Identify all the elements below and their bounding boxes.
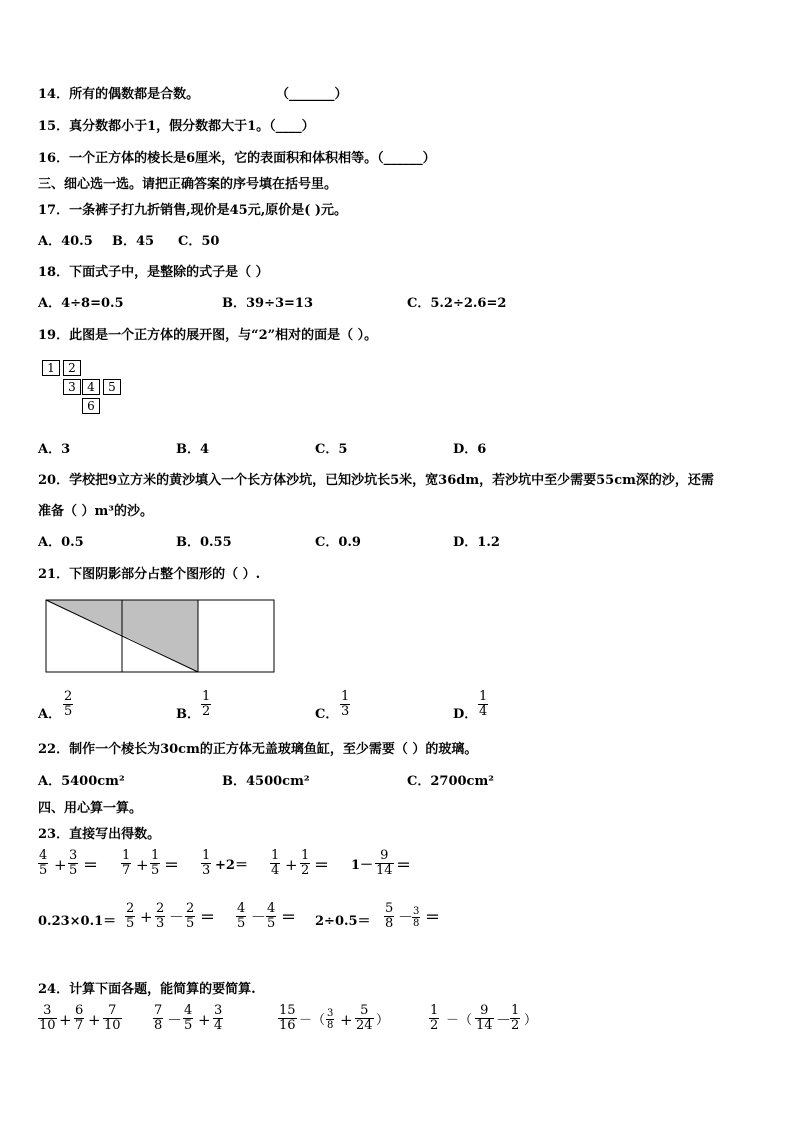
equals-sign: ＝	[425, 908, 441, 926]
equals-sign: ＝	[314, 856, 330, 874]
question-20-line2: 准备（ ）m³的沙。	[38, 504, 153, 519]
q24-e1-frac-c: 7 10	[104, 1003, 121, 1033]
question-23: 23．直接写出得数。	[38, 827, 161, 842]
equals-sign: ＝	[281, 908, 297, 926]
section-3-heading: 三、细心选一选。请把正确答案的序号填在括号里。	[38, 177, 338, 192]
q23-r1-e5-frac-a: 9 14	[376, 848, 393, 878]
q20-option-a[interactable]: A．0.5	[38, 535, 84, 550]
minus-sign: －	[398, 908, 414, 926]
plus-sign: +	[136, 856, 149, 874]
plus-sign: +	[88, 1011, 101, 1029]
question-17: 17．一条裤子打九折销售,现价是45元,原价是( )元。	[38, 203, 348, 218]
q24-e2-frac-c: 3 4	[214, 1003, 223, 1033]
minus-sign: －	[251, 908, 267, 926]
q19-option-a[interactable]: A．3	[38, 442, 71, 457]
question-21: 21．下图阴影部分占整个图形的（ ）.	[38, 567, 261, 582]
q23-r2-e2-frac-a: 2 5	[126, 901, 135, 931]
plus-sign: +	[198, 1011, 211, 1029]
q21-option-a-label[interactable]: A．	[38, 707, 62, 722]
q23-r1-e4-frac-b: 1 2	[301, 848, 310, 878]
net-face-6: 6	[82, 398, 100, 414]
q19-option-c[interactable]: C．5	[315, 442, 348, 457]
q21-option-b-label[interactable]: B．	[176, 707, 200, 722]
q21-option-d-fraction: 1 4	[479, 689, 488, 719]
q24-e4-frac-a: 1 2	[430, 1003, 439, 1033]
q20-option-b[interactable]: B．0.55	[176, 535, 232, 550]
question-24: 24．计算下面各题，能简算的要简算.	[38, 982, 256, 997]
minus-sign: －	[496, 1011, 512, 1029]
q23-r2-e3-frac-b: 4 5	[267, 901, 276, 931]
q17-option-a[interactable]: A．40.5	[38, 234, 93, 249]
net-face-5: 5	[103, 379, 121, 395]
q21-option-b-fraction: 1 2	[202, 689, 211, 719]
minus-sign: －	[169, 908, 185, 926]
shaded-rectangle-figure	[45, 599, 277, 675]
question-16: 16．一个正方体的棱长是6厘米，它的表面积和体积相等。（______）	[38, 151, 436, 166]
q21-option-c-fraction: 1 3	[341, 689, 350, 719]
q20-option-d[interactable]: D．1.2	[453, 535, 500, 550]
q18-option-a[interactable]: A．4÷8=0.5	[38, 296, 124, 311]
q24-e3-frac-c: 5 24	[356, 1003, 373, 1033]
net-face-3: 3	[63, 379, 81, 395]
q21-option-d-label[interactable]: D．	[453, 707, 478, 722]
q23-r1-e4-frac-a: 1 4	[271, 848, 280, 878]
q24-e2-frac-a: 7 8	[154, 1003, 163, 1033]
q20-option-c[interactable]: C．0.9	[315, 535, 361, 550]
minus-sign: －	[167, 1011, 183, 1029]
question-22: 22．制作一个棱长为30cm的正方体无盖玻璃鱼缸，至少需要（ ）的玻璃。	[38, 742, 478, 757]
q18-option-b[interactable]: B．39÷3=13	[222, 296, 314, 311]
minus-open-paren: －（	[299, 1013, 326, 1028]
q19-option-d[interactable]: D．6	[453, 442, 487, 457]
net-face-1: 1	[42, 360, 60, 376]
net-face-4: 4	[82, 379, 100, 395]
q17-option-c[interactable]: C．50	[178, 234, 220, 249]
q23-r1-e1-frac-a: 4 5	[39, 848, 48, 878]
equals-sign: ＝	[200, 908, 216, 926]
q23-r2-e2-frac-c: 2 5	[186, 901, 195, 931]
shaded-region-middle	[122, 600, 198, 672]
close-paren: ）	[376, 1013, 390, 1028]
question-14	[38, 83, 199, 102]
q24-e3-frac-a: 15 16	[279, 1003, 296, 1033]
q24-e3-frac-b: 3 8	[327, 1008, 334, 1031]
q24-e4-frac-b: 9 14	[476, 1003, 493, 1033]
equals-sign: ＝	[83, 856, 99, 874]
q24-e2-frac-b: 4 5	[184, 1003, 193, 1033]
plus-two-equals: +2＝	[215, 858, 248, 873]
q14-text: 14．所有的偶数都是合数。	[38, 87, 200, 102]
q23-r1-e2-frac-b: 1 5	[151, 848, 160, 878]
minus-open-paren: －（	[446, 1013, 473, 1028]
q23-r2-e3-frac-a: 4 5	[237, 901, 246, 931]
equals-sign: ＝	[164, 856, 180, 874]
q21-option-a-fraction: 2 5	[64, 689, 73, 719]
plus-sign: +	[59, 1011, 72, 1029]
equals-sign: ＝	[396, 856, 412, 874]
q19-option-b[interactable]: B．4	[176, 442, 210, 457]
q23-r2-e1: 0.23×0.1＝	[38, 914, 117, 929]
q18-option-c[interactable]: C．5.2÷2.6=2	[407, 296, 507, 311]
q22-option-b[interactable]: B．4500cm²	[222, 774, 310, 789]
question-20-line1: 20．学校把9立方米的黄沙填入一个长方体沙坑，已知沙坑长5米，宽36dm，若沙坑中至少需要55cm深的沙，还需	[38, 473, 714, 488]
plus-sign: +	[140, 908, 153, 926]
q22-option-a[interactable]: A．5400cm²	[38, 774, 125, 789]
q23-r1-e1-frac-b: 3 5	[69, 848, 78, 878]
q23-r1-e3-frac-a: 1 3	[202, 848, 211, 878]
q22-option-c[interactable]: C．2700cm²	[407, 774, 494, 789]
plus-sign: +	[340, 1011, 353, 1029]
q23-r2-e4: 2÷0.5＝	[315, 914, 371, 929]
section-4-heading: 四、用心算一算。	[38, 801, 143, 816]
question-19: 19．此图是一个正方体的展开图，与“2”相对的面是（ ）。	[38, 328, 378, 343]
q24-e1-frac-b: 6 7	[75, 1003, 84, 1033]
q23-r1-e2-frac-a: 1 7	[122, 848, 131, 878]
question-15: 15．真分数都小于1，假分数都大于1。（____）	[38, 119, 315, 134]
plus-sign: +	[54, 856, 67, 874]
q23-r2-e5-frac-b: 3 8	[413, 906, 420, 929]
q24-e4-frac-c: 1 2	[511, 1003, 520, 1033]
q17-option-b[interactable]: B．45	[112, 234, 155, 249]
q14-blank[interactable]: （_______）	[276, 87, 348, 102]
q21-option-c-label[interactable]: C．	[315, 707, 339, 722]
q23-r2-e5-frac-a: 5 8	[385, 901, 394, 931]
close-paren: ）	[524, 1013, 538, 1028]
net-face-2: 2	[63, 360, 81, 376]
q24-e1-frac-a: 3 10	[39, 1003, 56, 1033]
plus-sign: +	[285, 856, 298, 874]
q23-r2-e2-frac-b: 2 3	[156, 901, 165, 931]
question-18: 18．下面式子中，是整除的式子是（ ）	[38, 265, 269, 280]
one-minus: 1－	[351, 858, 374, 873]
